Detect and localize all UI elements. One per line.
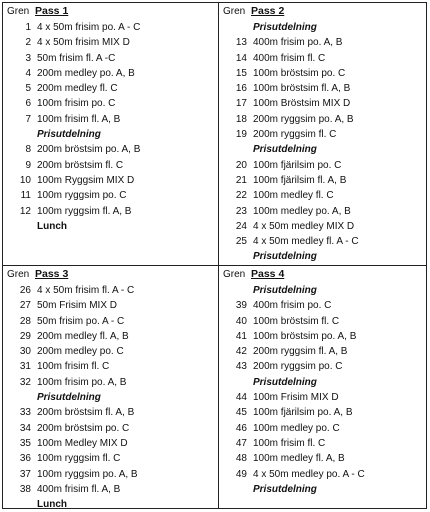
event-description: 50m frisim po. A - C <box>37 315 125 327</box>
event-number: 26 <box>19 285 31 296</box>
event-number: 19 <box>235 129 247 141</box>
event-number: 9 <box>25 159 31 171</box>
event-description: 200m bröstsim po. C <box>37 422 130 434</box>
event-description: 100m fjärilsim fl. A, B <box>253 174 347 186</box>
event-row <box>3 96 218 111</box>
event-number: 6 <box>25 98 31 110</box>
event-number: 47 <box>235 437 247 449</box>
event-number: 35 <box>19 437 31 449</box>
event-row <box>3 314 218 329</box>
event-number: 5 <box>25 83 31 95</box>
event-description: 100m medley fl. C <box>253 190 334 202</box>
event-number: 23 <box>235 205 247 217</box>
event-description: 400m frisim fl. C <box>253 52 326 64</box>
event-row <box>3 20 218 35</box>
event-number: 37 <box>19 468 31 480</box>
event-row <box>3 188 218 203</box>
gren-label: Gren <box>223 269 246 280</box>
event-description: 100m medley po. C <box>253 422 340 434</box>
event-number: 17 <box>235 98 247 110</box>
pass-header <box>3 4 218 19</box>
event-description: 100m frisim fl. C <box>253 437 326 449</box>
event-row <box>219 298 428 313</box>
award-ceremony-row <box>219 375 428 390</box>
award-ceremony-row <box>3 390 218 405</box>
event-number: 48 <box>235 453 247 465</box>
event-number: 7 <box>25 113 31 125</box>
event-description: Lunch <box>37 499 67 511</box>
event-row <box>3 436 218 451</box>
event-number: 25 <box>235 236 247 248</box>
event-row <box>219 390 428 405</box>
event-description: 4 x 50m medley MIX D <box>253 220 355 232</box>
event-description: Prisutdelning <box>253 376 317 388</box>
event-number: 8 <box>25 144 31 156</box>
award-ceremony-row <box>219 20 428 35</box>
event-description: 100m ryggsim po. C <box>37 190 127 202</box>
event-row <box>3 451 218 466</box>
event-row <box>3 112 218 127</box>
event-description: 50m frisim fl. A -C <box>37 52 116 64</box>
event-number: 12 <box>19 205 31 217</box>
event-number: 11 <box>20 190 31 202</box>
event-number: 13 <box>235 37 247 49</box>
event-description: 100m ryggsim po. A, B <box>37 468 138 480</box>
event-number: 41 <box>235 330 247 342</box>
award-ceremony-row <box>219 142 428 157</box>
event-description: 4 x 50m medley fl. A - C <box>253 236 359 248</box>
event-number: 31 <box>19 361 31 373</box>
event-number: 32 <box>19 376 31 388</box>
event-number: 21 <box>235 174 247 186</box>
lunch-row <box>3 497 218 512</box>
event-row <box>219 329 428 344</box>
event-row <box>219 81 428 96</box>
event-row <box>3 66 218 81</box>
event-row <box>219 467 428 482</box>
event-row <box>219 35 428 50</box>
award-ceremony-row <box>219 249 428 264</box>
award-ceremony-row <box>219 482 428 497</box>
event-number: 2 <box>25 37 31 49</box>
event-description: 100m bröstsim fl. A, B <box>253 83 351 95</box>
event-number: 18 <box>235 113 247 125</box>
event-number: 46 <box>235 422 247 434</box>
event-description: 200m bröstsim po. A, B <box>37 144 141 156</box>
event-description: 4 x 50m frisim po. A - C <box>37 22 141 33</box>
pass-title: Pass 1 <box>35 5 69 17</box>
event-row <box>219 344 428 359</box>
event-row <box>3 375 218 390</box>
event-row <box>219 188 428 203</box>
event-number: 45 <box>235 407 247 419</box>
event-row <box>219 173 428 188</box>
event-description: 4 x 50m frisim fl. A - C <box>37 285 135 296</box>
event-number: 14 <box>235 52 247 64</box>
event-number: 28 <box>19 315 31 327</box>
event-number: 34 <box>19 422 31 434</box>
event-number: 29 <box>19 330 31 342</box>
pass-3-cell <box>3 266 218 511</box>
event-description: Lunch <box>37 220 67 232</box>
event-description: 100m bröstsim po. C <box>253 67 346 79</box>
event-description: 200m medley po. A, B <box>37 67 135 79</box>
event-description: 100m Bröstsim MIX D <box>253 98 351 110</box>
event-description: Prisutdelning <box>253 483 317 495</box>
event-number: 42 <box>235 346 247 358</box>
event-description: 100m medley fl. A, B <box>253 453 345 465</box>
event-description: 200m ryggsim po. A, B <box>253 113 354 125</box>
event-row <box>3 35 218 50</box>
event-row <box>219 127 428 142</box>
event-description: 100m bröstsim fl. C <box>253 315 340 327</box>
event-row <box>3 298 218 313</box>
event-description: 100m frisim po. A, B <box>37 376 127 388</box>
event-row <box>219 204 428 219</box>
event-row <box>3 81 218 96</box>
event-number: 43 <box>235 361 247 373</box>
event-row <box>219 451 428 466</box>
award-ceremony-row <box>3 127 218 142</box>
event-number: 40 <box>235 315 247 327</box>
event-description: 200m ryggsim fl. A, B <box>253 346 348 358</box>
event-description: 200m bröstsim fl. C <box>37 159 124 171</box>
lunch-row <box>3 219 218 234</box>
event-description: 400m frisim po. C <box>253 300 332 312</box>
event-row <box>219 96 428 111</box>
event-number: 44 <box>235 392 247 404</box>
event-description: 200m ryggsim fl. C <box>253 129 337 141</box>
event-row <box>3 51 218 66</box>
event-number: 4 <box>25 67 31 79</box>
event-row <box>219 436 428 451</box>
event-row <box>219 359 428 374</box>
event-number: 15 <box>235 67 247 79</box>
event-description: Prisutdelning <box>253 285 317 296</box>
event-row <box>3 359 218 374</box>
pass-header <box>219 267 428 282</box>
event-description: 100m frisim fl. A, B <box>37 113 121 125</box>
pass-title: Pass 4 <box>251 268 285 280</box>
award-ceremony-row <box>219 283 428 298</box>
event-row <box>3 204 218 219</box>
pass-title: Pass 3 <box>35 268 69 280</box>
event-row <box>3 344 218 359</box>
event-row <box>219 66 428 81</box>
gren-label: Gren <box>7 269 30 280</box>
pass-1-cell <box>3 3 218 265</box>
event-description: 400m frisim fl. A, B <box>37 483 121 495</box>
event-number: 1 <box>25 22 31 33</box>
event-description: 4 x 50m medley po. A - C <box>253 468 365 480</box>
event-row <box>3 467 218 482</box>
event-row <box>219 158 428 173</box>
pass-title: Pass 2 <box>251 5 285 17</box>
pass-header <box>219 4 428 19</box>
event-description: 100m ryggsim fl. A, B <box>37 205 132 217</box>
event-description: 200m medley fl. C <box>37 83 118 95</box>
event-description: 100m medley po. A, B <box>253 205 351 217</box>
event-description: 100m ryggsim fl. C <box>37 453 121 465</box>
event-row <box>219 51 428 66</box>
event-row <box>3 158 218 173</box>
event-number: 3 <box>25 52 31 64</box>
event-number: 36 <box>19 453 31 465</box>
event-row <box>3 421 218 436</box>
event-description: 100m Medley MIX D <box>37 437 128 449</box>
event-row <box>219 112 428 127</box>
event-row <box>219 314 428 329</box>
event-description: 4 x 50m frisim MIX D <box>37 37 130 49</box>
event-number: 30 <box>19 346 31 358</box>
event-row <box>3 283 218 298</box>
event-description: 100m fjärilsim po. C <box>253 159 342 171</box>
event-description: 100m bröstsim po. A, B <box>253 330 357 342</box>
event-number: 10 <box>19 174 31 186</box>
event-row <box>3 405 218 420</box>
schedule-table <box>2 2 427 509</box>
event-row <box>219 421 428 436</box>
event-row <box>219 219 428 234</box>
event-number: 20 <box>235 159 247 171</box>
event-description: 200m medley po. C <box>37 346 124 358</box>
event-description: 100m fjärilsim po. A, B <box>253 407 353 419</box>
gren-label: Gren <box>223 6 246 17</box>
gren-label: Gren <box>7 6 30 17</box>
event-number: 49 <box>235 468 247 480</box>
event-description: Prisutdelning <box>253 251 317 263</box>
event-row <box>3 142 218 157</box>
event-description: 200m ryggsim po. C <box>253 361 343 373</box>
event-number: 24 <box>235 220 247 232</box>
event-description: 100m frisim po. C <box>37 98 116 110</box>
event-description: Prisutdelning <box>253 22 317 33</box>
event-row <box>219 234 428 249</box>
event-description: Prisutdelning <box>253 144 317 156</box>
event-number: 39 <box>235 300 247 312</box>
pass-header <box>3 267 218 282</box>
event-row <box>3 329 218 344</box>
event-description: 100m Frisim MIX D <box>253 392 339 404</box>
event-description: 50m Frisim MIX D <box>37 300 117 312</box>
event-description: 100m frisim fl. C <box>37 361 110 373</box>
event-row <box>219 405 428 420</box>
event-number: 16 <box>235 83 247 95</box>
event-row <box>3 482 218 497</box>
event-description: Prisutdelning <box>37 392 101 404</box>
event-number: 22 <box>235 190 247 202</box>
event-row <box>3 173 218 188</box>
event-description: 100m Ryggsim MIX D <box>37 174 135 186</box>
event-number: 38 <box>19 483 31 495</box>
event-number: 27 <box>19 300 31 312</box>
event-number: 33 <box>19 407 31 419</box>
pass-2-cell <box>219 3 428 265</box>
event-description: Prisutdelning <box>37 129 101 141</box>
pass-4-cell <box>219 266 428 508</box>
event-description: 400m frisim po. A, B <box>253 37 343 49</box>
event-description: 200m medley fl. A, B <box>37 330 129 342</box>
event-description: 200m bröstsim fl. A, B <box>37 407 135 419</box>
